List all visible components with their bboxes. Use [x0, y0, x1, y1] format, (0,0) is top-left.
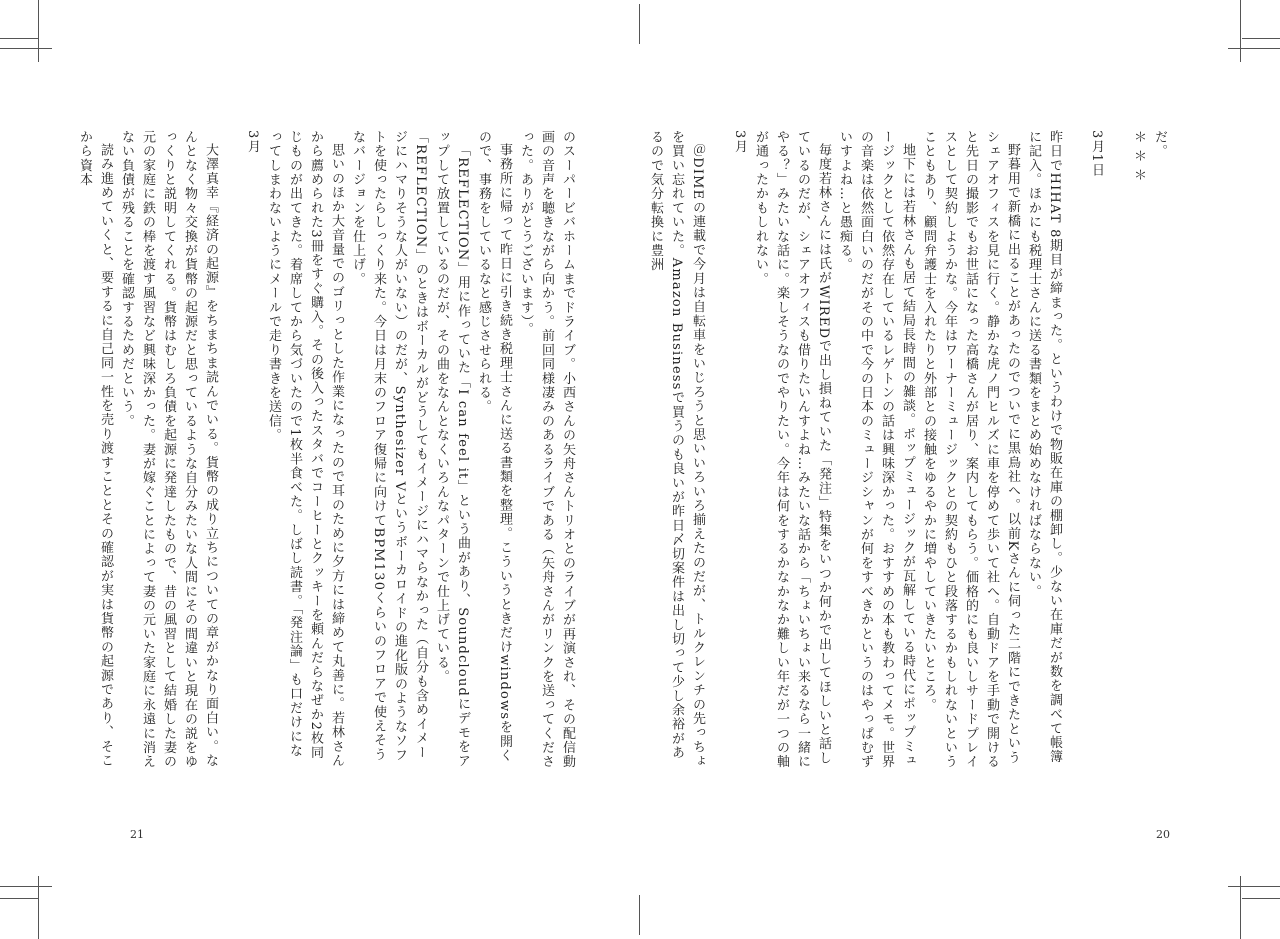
paragraph: 大澤真幸『経済の起源』をちまちま読んでいる。貨幣の成り立ちについての章がかなり面白い。なんとなく物々交換が貨幣の起源だと思っているような自分みたいな人間にその間違いと現在の説をゆっくりと説明してくれる。貨幣はむしろ負債を起源に発達したもので、昔の風習として結婚した妻の元の家庭に鉄の棒を渡す風習など興味深かった。妻が嫁ぐことによって妻の元いた家庭に永遠に消えない負債が残ることを確認するためだという。: [119, 130, 218, 769]
paragraph: のスーパービバホームまでドライブ。小西さんの矢舟さんトリオとのライブが再演され、その配信動画の音声を聴きながら向かう。前回同様凄みのあるライブである（矢舟さんがリンクを送ってくださった。ありがとうございます）。: [518, 130, 575, 769]
section-break: ＊＊＊: [1131, 130, 1146, 187]
paragraph: 事務所に帰って昨日に引き続き税理士さんに送る書類を整理。こういうときだけwindowsを開くので、事務をしているなと感じさせられる。: [476, 130, 512, 763]
paragraph: 思いのほか大音量でのゴリっとした作業になったので耳のために夕方には締めて丸善に。若林さんから薦められた3冊をすぐ購入。その後入ったスタバでコーヒーとクッキーを頼んだらなぜか2枚同じものが出てきた。着席してから気づいたので1枚半食べた。しばし読書。「発注論」も口だけになってしまわないようにメールで走り書きを送信。: [266, 130, 344, 768]
page-number: 20: [1156, 828, 1170, 841]
right-page: [640, 0, 1280, 939]
paragraph: 毎度若林さんには氏がWIREDで出し損ねていた「発注」特集をいつか何かで出してほしいと話しているのだが、シェアオフィスも借りたいんすよね…みたいな話から「ちょいちょい来るなら一緒にやる？」みたいな話に。楽しそうなのでやりたい。今年は何をするかなかなか難しい年だが一つの軸が通ったかもしれない。: [753, 130, 831, 769]
paragraph: ＠DIMEの連載で今月は自転車をいじろうと思いいろいろ揃えたのだが、トルクレンチの先っちょを買い忘れていた。Amazon Businessで買うのも良いが昨日〆切案件は出し切って少し余裕があるので気分転換に豊洲: [648, 130, 705, 769]
date-heading: 3月: [245, 130, 260, 154]
date-heading: 3月1日: [1089, 130, 1104, 178]
paragraph: 「REFLECTION」用に作っていた「I can feel it」という曲があり、Soundcloudにデモをアップして放置しているのだが、その曲をなんとなくいろんなパターンで仕上げている。「REFLECTION」のときはボーカルがどうしてもイメージにハマらなかった（自分も含めイメージにハマりそうな人がいない）のだが、Synthesizer Vというボーカロイドの進化版のようなソフトを使ったらしっくり来た。今日は月末のフロア復帰に向けてBPM130くらいのフロアで使えそうなバージョンを仕上げ。: [350, 130, 470, 769]
date-heading: 3月: [732, 130, 747, 154]
paragraph: 地下には若林さんも居て結局長時間の雑談。ポップミュージックが瓦解している時代にポップミュージックとして依然存在しているレゲトンの話は興味深かった。おすすめの本も教わってメモ。世界の音楽は依然面白いのだがその中で今の日本のミュージシャンが何をすべきかというのはやっぱむずいすよね…と愚痴る。: [837, 130, 915, 769]
page-number: 21: [130, 828, 144, 841]
left-page-body: [58, 130, 578, 770]
paragraph: 野暮用で新橋に出ることがあったのでついでに黒鳥社へ。以前Kさんに伺った二階にできたというシェアオフィスを見に行く。静かな虎ノ門ヒルズに車を停めて歩いて社へ。自動ドアを手動で開けると先日の撮影でもお世話になった高橋さんが居り、案内してもらう。価格的にも良いしサードプレイスとして契約しようかな。今年はワーナーミュージックとの契約もひと段落するかもしれないということもあり、顧問弁護士を入れたりと外部との接触をゆるやかに増やしていきたいところ。: [921, 130, 1020, 769]
paragraph: 読み進めていくと、要するに自己同一性を売り渡すこととその確認が実は貨幣の起源であり、そこから資本: [77, 130, 113, 768]
right-page-body: [648, 130, 1170, 770]
paragraph: だ。: [1152, 130, 1167, 159]
paragraph: 昨日でHIHAT 8期目が締まった。というわけで物販在庫の棚卸し。少ない在庫だが数を調べて帳簿に記入。ほかにも税理士さんに送る書類をまとめ始めなければならない。: [1026, 130, 1062, 764]
